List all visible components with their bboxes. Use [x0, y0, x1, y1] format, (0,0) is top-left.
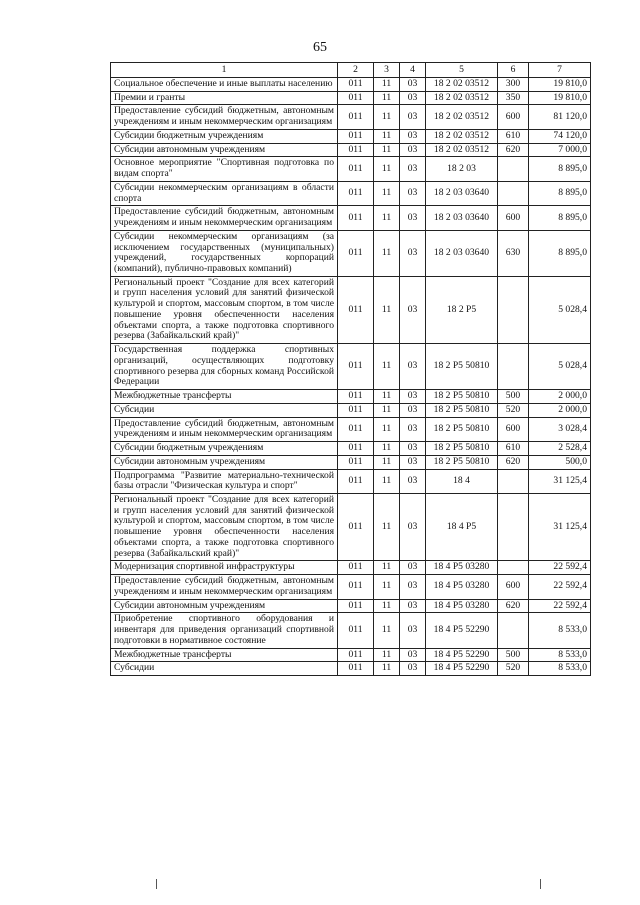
column-header: 5 — [426, 63, 498, 78]
subsection-cell: 03 — [400, 455, 426, 469]
table-body — [111, 78, 591, 676]
row-name-cell: Субсидии бюджетным учреждениям — [111, 442, 338, 456]
row-name-cell: Модернизация спортивной инфраструктуры — [111, 561, 338, 575]
expense-type-cell — [498, 493, 529, 560]
table-row — [111, 662, 591, 676]
section-cell: 11 — [374, 417, 400, 441]
subsection-cell: 03 — [400, 662, 426, 676]
row-name-cell: Предоставление субсидий бюджетным, автономным учреждениям и иным некоммерческим организациям — [111, 417, 338, 441]
ministry-code-cell: 011 — [338, 561, 374, 575]
target-article-cell: 18 2 02 03512 — [426, 105, 498, 129]
section-cell: 11 — [374, 157, 400, 181]
subsection-cell: 03 — [400, 493, 426, 560]
amount-cell: 74 120,0 — [529, 129, 591, 143]
table-row — [111, 390, 591, 404]
column-header: 4 — [400, 63, 426, 78]
amount-cell: 7 000,0 — [529, 143, 591, 157]
section-cell: 11 — [374, 575, 400, 599]
table-row — [111, 78, 591, 92]
ministry-code-cell: 011 — [338, 181, 374, 205]
ministry-code-cell: 011 — [338, 143, 374, 157]
subsection-cell: 03 — [400, 599, 426, 613]
amount-cell: 8 895,0 — [529, 206, 591, 230]
expense-type-cell: 620 — [498, 455, 529, 469]
amount-cell: 2 000,0 — [529, 390, 591, 404]
amount-cell: 8 895,0 — [529, 157, 591, 181]
row-name-cell: Премии и гранты — [111, 91, 338, 105]
section-cell: 11 — [374, 455, 400, 469]
ministry-code-cell: 011 — [338, 648, 374, 662]
table-row — [111, 648, 591, 662]
subsection-cell: 03 — [400, 143, 426, 157]
section-cell: 11 — [374, 599, 400, 613]
table-row — [111, 442, 591, 456]
row-name-cell: Региональный проект "Создание для всех категорий и групп населения условий для занятий физической культурой и спортом, массовым спортом, в том числе повышение уровня обеспеченности населения объектами спорта, а также подготовка спортивного резерва (Забайкальский край)" — [111, 276, 338, 343]
subsection-cell: 03 — [400, 561, 426, 575]
row-name-cell: Подпрограмма "Развитие материально-технической базы отрасли "Физическая культура и спорт" — [111, 469, 338, 493]
section-cell: 11 — [374, 78, 400, 92]
expense-type-cell: 520 — [498, 403, 529, 417]
target-article-cell: 18 4 P5 52290 — [426, 613, 498, 648]
table-row — [111, 230, 591, 276]
section-cell: 11 — [374, 181, 400, 205]
table-row — [111, 206, 591, 230]
ministry-code-cell: 011 — [338, 469, 374, 493]
expense-type-cell — [498, 157, 529, 181]
row-name-cell: Предоставление субсидий бюджетным, автономным учреждениям и иным некоммерческим организациям — [111, 206, 338, 230]
amount-cell: 22 592,4 — [529, 575, 591, 599]
section-cell: 11 — [374, 129, 400, 143]
subsection-cell: 03 — [400, 390, 426, 404]
amount-cell: 31 125,4 — [529, 469, 591, 493]
row-name-cell: Субсидии автономным учреждениям — [111, 455, 338, 469]
ministry-code-cell: 011 — [338, 417, 374, 441]
expense-type-cell: 500 — [498, 648, 529, 662]
expense-type-cell — [498, 181, 529, 205]
row-name-cell: Межбюджетные трансферты — [111, 390, 338, 404]
row-name-cell: Предоставление субсидий бюджетным, автономным учреждениям и иным некоммерческим организациям — [111, 575, 338, 599]
column-header: 2 — [338, 63, 374, 78]
row-name-cell: Субсидии бюджетным учреждениям — [111, 129, 338, 143]
ministry-code-cell: 011 — [338, 403, 374, 417]
target-article-cell: 18 2 P5 — [426, 276, 498, 343]
table-row — [111, 613, 591, 648]
ministry-code-cell: 011 — [338, 157, 374, 181]
table-row — [111, 157, 591, 181]
row-name-cell: Субсидии — [111, 403, 338, 417]
expense-type-cell: 600 — [498, 575, 529, 599]
subsection-cell: 03 — [400, 469, 426, 493]
target-article-cell: 18 2 P5 50810 — [426, 417, 498, 441]
target-article-cell: 18 2 03 03640 — [426, 181, 498, 205]
target-article-cell: 18 2 P5 50810 — [426, 403, 498, 417]
ministry-code-cell: 011 — [338, 206, 374, 230]
subsection-cell: 03 — [400, 276, 426, 343]
target-article-cell: 18 2 02 03512 — [426, 143, 498, 157]
amount-cell: 22 592,4 — [529, 561, 591, 575]
ministry-code-cell: 011 — [338, 276, 374, 343]
table-row — [111, 344, 591, 390]
section-cell: 11 — [374, 91, 400, 105]
ministry-code-cell: 011 — [338, 129, 374, 143]
row-name-cell: Государственная поддержка спортивных организаций, осуществляющих подготовку спортивного резерва для сборных команд Российской Федерации — [111, 344, 338, 390]
row-name-cell: Субсидии автономным учреждениям — [111, 599, 338, 613]
page-number: 65 — [313, 40, 327, 55]
amount-cell: 5 028,4 — [529, 344, 591, 390]
row-name-cell: Субсидии некоммерческим организациям в области спорта — [111, 181, 338, 205]
row-name-cell: Субсидии некоммерческим организациям (за исключением государственных (муниципальных) учреждений, государственных корпораций (компаний), публично-правовых компаний) — [111, 230, 338, 276]
section-cell: 11 — [374, 230, 400, 276]
table-row — [111, 469, 591, 493]
section-cell: 11 — [374, 344, 400, 390]
margin-mark — [540, 879, 541, 889]
table-row — [111, 403, 591, 417]
table-row — [111, 561, 591, 575]
table-row — [111, 455, 591, 469]
expense-type-cell: 610 — [498, 129, 529, 143]
table-row — [111, 417, 591, 441]
ministry-code-cell: 011 — [338, 575, 374, 599]
ministry-code-cell: 011 — [338, 105, 374, 129]
ministry-code-cell: 011 — [338, 230, 374, 276]
table-row — [111, 276, 591, 343]
expense-type-cell: 620 — [498, 599, 529, 613]
target-article-cell: 18 2 02 03512 — [426, 91, 498, 105]
ministry-code-cell: 011 — [338, 78, 374, 92]
row-name-cell: Субсидии — [111, 662, 338, 676]
amount-cell: 8 533,0 — [529, 613, 591, 648]
ministry-code-cell: 011 — [338, 442, 374, 456]
amount-cell: 8 533,0 — [529, 648, 591, 662]
ministry-code-cell: 011 — [338, 455, 374, 469]
table-row — [111, 143, 591, 157]
section-cell: 11 — [374, 613, 400, 648]
row-name-cell: Социальное обеспечение и иные выплаты населению — [111, 78, 338, 92]
row-name-cell: Приобретение спортивного оборудования и инвентаря для приведения организаций спортивной подготовки в нормативное состояние — [111, 613, 338, 648]
subsection-cell: 03 — [400, 206, 426, 230]
target-article-cell: 18 2 02 03512 — [426, 129, 498, 143]
subsection-cell: 03 — [400, 613, 426, 648]
amount-cell: 81 120,0 — [529, 105, 591, 129]
expense-type-cell: 600 — [498, 417, 529, 441]
column-header: 1 — [111, 63, 338, 78]
target-article-cell: 18 4 P5 03280 — [426, 561, 498, 575]
target-article-cell: 18 4 P5 52290 — [426, 648, 498, 662]
subsection-cell: 03 — [400, 78, 426, 92]
target-article-cell: 18 4 P5 52290 — [426, 662, 498, 676]
subsection-cell: 03 — [400, 105, 426, 129]
amount-cell: 2 528,4 — [529, 442, 591, 456]
target-article-cell: 18 2 02 03512 — [426, 78, 498, 92]
subsection-cell: 03 — [400, 129, 426, 143]
expense-type-cell: 600 — [498, 105, 529, 129]
expense-type-cell: 350 — [498, 91, 529, 105]
target-article-cell: 18 4 P5 03280 — [426, 599, 498, 613]
amount-cell: 500,0 — [529, 455, 591, 469]
target-article-cell: 18 2 03 03640 — [426, 230, 498, 276]
table-row — [111, 91, 591, 105]
column-header: 6 — [498, 63, 529, 78]
section-cell: 11 — [374, 442, 400, 456]
amount-cell: 8 895,0 — [529, 230, 591, 276]
section-cell: 11 — [374, 206, 400, 230]
amount-cell: 2 000,0 — [529, 403, 591, 417]
subsection-cell: 03 — [400, 230, 426, 276]
table-row — [111, 129, 591, 143]
target-article-cell: 18 2 P5 50810 — [426, 344, 498, 390]
row-name-cell: Предоставление субсидий бюджетным, автономным учреждениям и иным некоммерческим организациям — [111, 105, 338, 129]
expense-type-cell: 500 — [498, 390, 529, 404]
row-name-cell: Региональный проект "Создание для всех категорий и групп населения условий для занятий физической культурой и спортом, массовым спортом, в том числе повышение уровня обеспеченности населения объектами спорта, а также подготовка спортивного резерва (Забайкальский край)" — [111, 493, 338, 560]
table-row — [111, 181, 591, 205]
section-cell: 11 — [374, 390, 400, 404]
amount-cell: 5 028,4 — [529, 276, 591, 343]
section-cell: 11 — [374, 662, 400, 676]
ministry-code-cell: 011 — [338, 344, 374, 390]
section-cell: 11 — [374, 469, 400, 493]
target-article-cell: 18 4 P5 03280 — [426, 575, 498, 599]
subsection-cell: 03 — [400, 344, 426, 390]
margin-mark — [156, 879, 157, 889]
expense-type-cell — [498, 561, 529, 575]
subsection-cell: 03 — [400, 442, 426, 456]
target-article-cell: 18 2 03 03640 — [426, 206, 498, 230]
subsection-cell: 03 — [400, 575, 426, 599]
subsection-cell: 03 — [400, 648, 426, 662]
section-cell: 11 — [374, 276, 400, 343]
section-cell: 11 — [374, 403, 400, 417]
ministry-code-cell: 011 — [338, 493, 374, 560]
ministry-code-cell: 011 — [338, 613, 374, 648]
expense-type-cell: 300 — [498, 78, 529, 92]
ministry-code-cell: 011 — [338, 390, 374, 404]
expense-type-cell: 630 — [498, 230, 529, 276]
section-cell: 11 — [374, 493, 400, 560]
column-header: 7 — [529, 63, 591, 78]
subsection-cell: 03 — [400, 157, 426, 181]
row-name-cell: Основное мероприятие "Спортивная подготовка по видам спорта" — [111, 157, 338, 181]
target-article-cell: 18 4 P5 — [426, 493, 498, 560]
amount-cell: 8 533,0 — [529, 662, 591, 676]
target-article-cell: 18 4 — [426, 469, 498, 493]
section-cell: 11 — [374, 143, 400, 157]
expense-type-cell: 520 — [498, 662, 529, 676]
expense-type-cell — [498, 613, 529, 648]
expense-type-cell: 600 — [498, 206, 529, 230]
expense-type-cell — [498, 469, 529, 493]
section-cell: 11 — [374, 105, 400, 129]
amount-cell: 19 810,0 — [529, 78, 591, 92]
subsection-cell: 03 — [400, 417, 426, 441]
target-article-cell: 18 2 P5 50810 — [426, 455, 498, 469]
column-header: 3 — [374, 63, 400, 78]
header-row — [111, 63, 591, 78]
subsection-cell: 03 — [400, 91, 426, 105]
amount-cell: 8 895,0 — [529, 181, 591, 205]
row-name-cell: Межбюджетные трансферты — [111, 648, 338, 662]
budget-table — [110, 62, 591, 676]
amount-cell: 3 028,4 — [529, 417, 591, 441]
subsection-cell: 03 — [400, 181, 426, 205]
table-row — [111, 599, 591, 613]
ministry-code-cell: 011 — [338, 91, 374, 105]
row-name-cell: Субсидии автономным учреждениям — [111, 143, 338, 157]
target-article-cell: 18 2 03 — [426, 157, 498, 181]
section-cell: 11 — [374, 648, 400, 662]
subsection-cell: 03 — [400, 403, 426, 417]
table-row — [111, 105, 591, 129]
ministry-code-cell: 011 — [338, 599, 374, 613]
amount-cell: 22 592,4 — [529, 599, 591, 613]
table-row — [111, 575, 591, 599]
ministry-code-cell: 011 — [338, 662, 374, 676]
section-cell: 11 — [374, 561, 400, 575]
amount-cell: 31 125,4 — [529, 493, 591, 560]
target-article-cell: 18 2 P5 50810 — [426, 390, 498, 404]
target-article-cell: 18 2 P5 50810 — [426, 442, 498, 456]
expense-type-cell — [498, 276, 529, 343]
expense-type-cell — [498, 344, 529, 390]
table-row — [111, 493, 591, 560]
expense-type-cell: 620 — [498, 143, 529, 157]
expense-type-cell: 610 — [498, 442, 529, 456]
amount-cell: 19 810,0 — [529, 91, 591, 105]
